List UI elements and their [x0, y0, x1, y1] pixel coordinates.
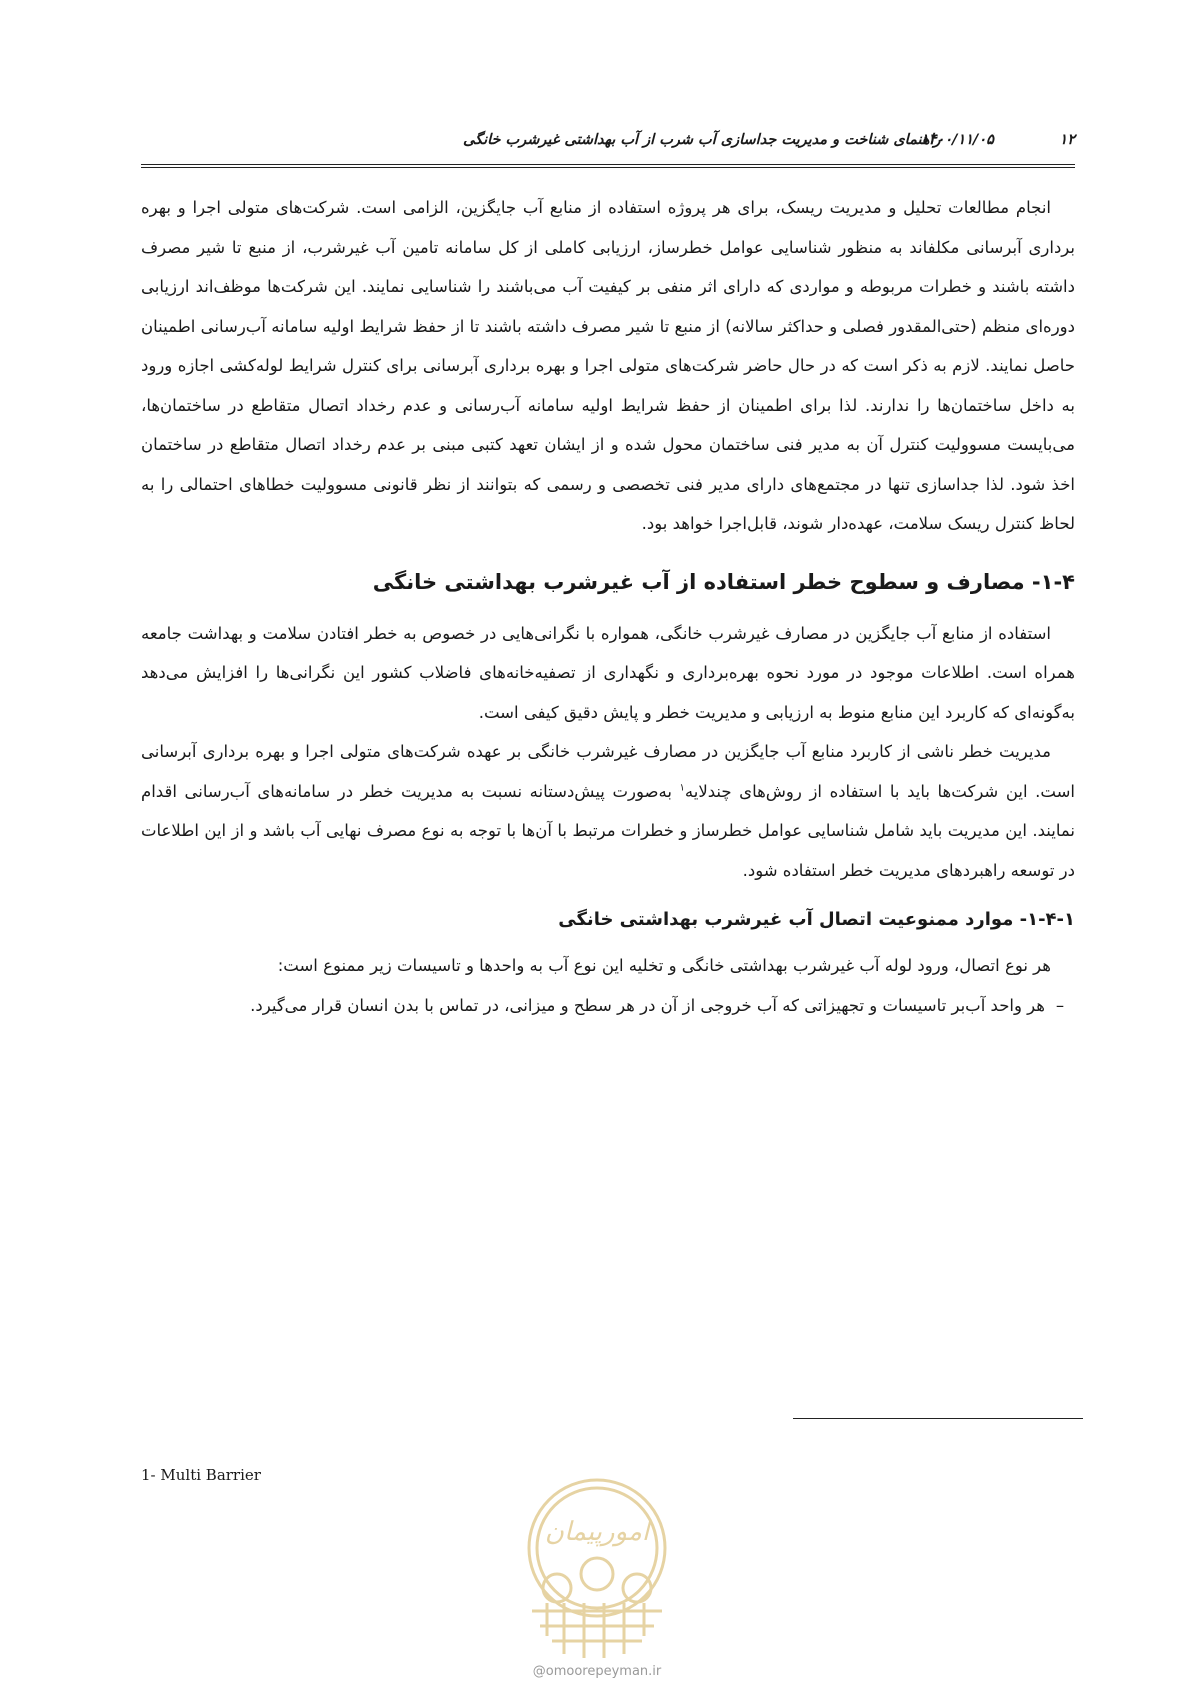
seal-graphic [502, 1466, 692, 1666]
paragraph-risk-management-part-2: به‌صورت پیش‌دستانه نسبت به مدیریت خطر در سامانه‌های آب‌رسانی اقدام نمایند. این مدیریت باید شامل شناسایی عوامل خطرساز و خطرات مرتبط با آن‌ها با توجه به نوع مصرف نهایی آب باشد و از این اطلاعات در توسعه راهبردهای مدیریت خطر استفاده شود. [141, 781, 1075, 880]
paragraph-prohibitions: هر نوع اتصال، ورود لوله آب غیرشرب بهداشتی خانگی و تخلیه این نوع آب به واحدها و تاسیسات زیر ممنوع است: [277, 956, 1051, 975]
paragraph-risk-analysis: انجام مطالعات تحلیل و مدیریت ریسک، برای هر پروژه استفاده از منابع آب جایگزین، الزامی است. شرکت‌های متولی اجرا و بهره برداری آبرسانی مکلفاند به منظور شناسایی عوامل خطرساز، ارزیابی کاملی از کل سامانه تامین آب غیرشرب، از منبع تا شیر مصرف داشته باشند و خطرات مربوطه و مواردی که دارای اثر منفی بر کیفیت آب می‌باشند را شناسایی نمایند. این شرکت‌ها موظف‌اند ارزیابی دوره‌ای منظم (حتی‌المقدور فصلی و حداکثر سالانه) از منبع تا شیر مصرف داشته باشند تا از حفظ شرایط اولیه سامانه آب‌رسانی اطمینان حاصل نمایند. لازم به ذکر است که در حال حاضر شرکت‌های متولی اجرا و بهره برداری آبرسانی برای کنترل شرایط لوله‌کشی اجازه ورود به داخل ساختمان‌ها را ندارند. لذا برای اطمینان از حفظ شرایط اولیه سامانه آب‌رسانی و عدم رخداد اتصال متقاطع در ساختمان‌ها، می‌بایست مسوولیت کنترل آن به مدیر فنی ساختمان محول شده و از ایشان تعهد کتبی مبنی بر عدم رخداد اتصال متقاطع در ساختمان اخذ شود. لذا جداسازی تنها در مجتمع‌های دارای مدیر فنی تخصصی و رسمی که بتوانند از نظر قانونی مسوولیت خطاهای احتمالی را به لحاظ کنترل ریسک سلامت، عهده‌دار شوند، قابل‌اجرا خواهد بود. [141, 198, 1075, 533]
page-header [141, 124, 1075, 168]
section-heading: ۱-۴- مصارف و سطوح خطر استفاده از آب غیرشرب بهداشتی خانگی [372, 569, 1075, 594]
paragraph-risk-management-part-1: مدیریت خطر ناشی از کاربرد منابع آب جایگزین در مصارف غیرشرب خانگی بر عهده شرکت‌های متولی اجرا و بهره برداری آبرسانی است. این شرکت‌ها باید با استفاده از روش‌های چندلایه [141, 742, 1075, 801]
list-item [141, 986, 1075, 1026]
dash-marker: – [1055, 995, 1065, 1015]
header-date: ۱۴۰۰/۱۱/۰۵ [921, 132, 994, 148]
publisher-seal-logo [502, 1466, 692, 1666]
footnote-divider [793, 1418, 1083, 1419]
watermark-handle: @omoorepeyman.ir [532, 1664, 662, 1679]
main-content [141, 188, 1075, 1025]
svg-text:امورپیمان: امورپیمان [544, 1517, 650, 1547]
paragraph-alternative-sources: استفاده از منابع آب جایگزین در مصارف غیرشرب خانگی، همواره با نگرانی‌هایی در خصوص به خطر افتادن سلامت و بهداشت جامعه همراه است. اطلاعات موجود در مورد نحوه بهره‌برداری و نگهداری از تصفیه‌خانه‌های فاضلاب کشور این نگرانی‌ها را افزایش می‌دهد به‌گونه‌ای که کاربرد این منابع منوط به ارزیابی و مدیریت خطر و پایش دقیق کیفی است. [141, 623, 1075, 722]
footnote: 1- Multi Barrier [141, 1466, 261, 1484]
footnote-reference[interactable]: ۱ [679, 782, 685, 793]
header-guide-title: راهنمای شناخت و مدیریت جداسازی آب شرب از آب بهداشتی غیرشرب خانگی [463, 132, 941, 148]
list-item-text: هر واحد آب‌بر تاسیسات و تجهیزاتی که آب خروجی از آن در هر سطح و میزانی، در تماس با بدن انسان قرار می‌گیرد. [250, 995, 1045, 1015]
subsection-heading: ۱-۴-۱- موارد ممنوعیت اتصال آب غیرشرب بهداشتی خانگی [558, 909, 1075, 930]
page-number: ۱۲ [1059, 132, 1075, 148]
paragraph-risk-management [141, 732, 1075, 890]
